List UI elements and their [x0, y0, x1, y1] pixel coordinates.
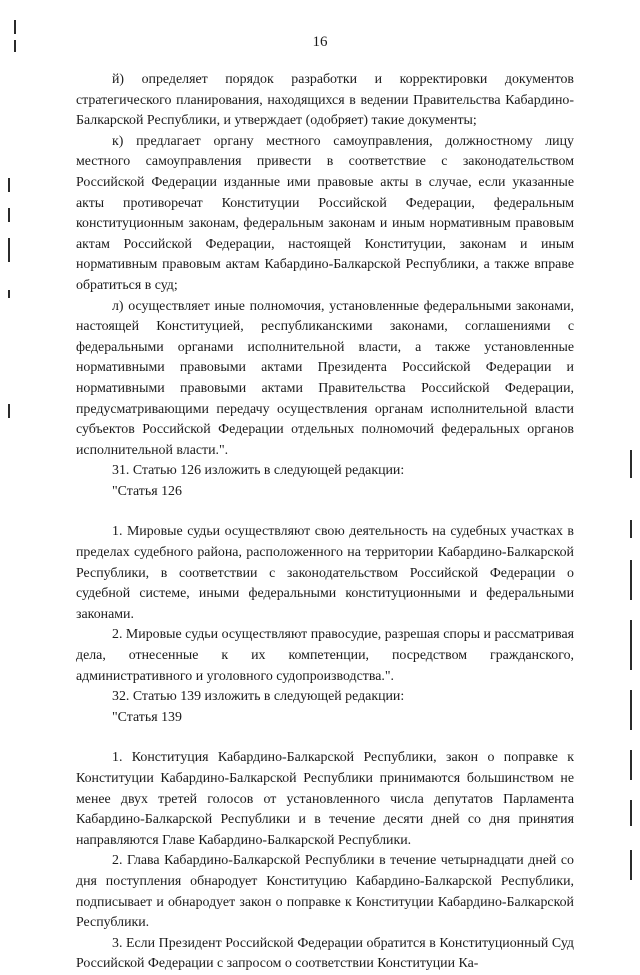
amendment-32-intro: 32. Статью 139 изложить в следующей редакции: [112, 689, 405, 705]
article-139-part-2: 2. Глава Кабардино-Балкарской Республики в течение четырнадцати дней со дня поступления обнародует Конституцию Кабардино-Балкарской Республики, подписывает и обнародует закон о поправке к Конституции Кабардино-Балкарской Республики. [76, 853, 574, 931]
amendment-31-intro: 31. Статью 126 изложить в следующей редакции: [112, 463, 405, 479]
article-139-heading: "Статья 139 [112, 709, 182, 725]
paragraph-item-l: л) осуществляет иные полномочия, установленные федеральными законами, настоящей Конституцией, республиканскими законами, соглашениями с федеральными органами исполнительной власти, а также установленные нормативными правовыми актами Президента Российской Федерации и нормативными правовыми актами Правительства Российской Федерации, предусматривающими передачу осуществления органам исполнительной власти субъектов Российской Федерации отдельных полномочий федеральных органов исполнительной власти.". [76, 298, 574, 458]
scan-mark [8, 290, 10, 298]
scan-mark [630, 520, 632, 538]
article-139-part-1: 1. Конституция Кабардино-Балкарской Республики, закон о поправке к Конституции Кабардино-Балкарской Республики принимаются большинством не менее двух третей голосов от установленного числа депутатов Парламента Кабардино-Балкарской Республики и в течение десяти дней со дня принятия направляются Главе Кабардино-Балкарской Республики. [76, 750, 574, 848]
scan-mark [8, 208, 10, 222]
article-126-heading: "Статья 126 [112, 483, 182, 499]
scan-mark [630, 800, 632, 826]
article-126-part-2: 2. Мировые судьи осуществляют правосудие, разрешая споры и рассматривая дела, отнесенные к их компетенции, посредством гражданского, административного и уголовного судопроизводства.". [76, 627, 574, 684]
document-body [76, 70, 574, 975]
article-139-part-3: 3. Если Президент Российской Федерации обратится в Конституционный Суд Российской Федерации с запросом о соответствии Конституции Ка- [76, 935, 574, 972]
scan-mark [630, 750, 632, 780]
page-number: 16 [312, 34, 328, 50]
article-126-part-1: 1. Мировые судьи осуществляют свою деятельность на судебных участках в пределах судебного района, расположенного на территории Кабардино-Балкарской Республики, в соответствии с законодательством Российской Федерации о судебной системе, иными федеральными конституционными и федеральными законами. [76, 524, 574, 622]
scan-mark [8, 404, 10, 418]
scan-mark [630, 690, 632, 730]
scan-mark [14, 20, 16, 34]
scan-mark [8, 238, 10, 262]
scan-mark [630, 850, 632, 880]
scan-mark [630, 560, 632, 600]
scan-mark [630, 450, 632, 478]
scan-mark [630, 620, 632, 670]
scan-mark [8, 178, 10, 192]
paragraph-item-y: й) определяет порядок разработки и корректировки документов стратегического планирования, находящихся в ведении Правительства Кабардино-Балкарской Республики, и утверждает (одобряет) такие документы; [76, 72, 574, 129]
paragraph-item-k: к) предлагает органу местного самоуправления, должностному лицу местного самоуправления привести в соответствие с законодательством Российской Федерации изданные ими правовые акты в случае, если указанные акты противоречат Конституции Российской Федерации, федеральным конституционным законам, федеральным законам и иным нормативным правовым актам Российской Федерации, настоящей Конституции, законам и иным нормативным правовым актам Кабардино-Балкарской Республики, а также вправе обратиться в суд; [76, 133, 574, 293]
